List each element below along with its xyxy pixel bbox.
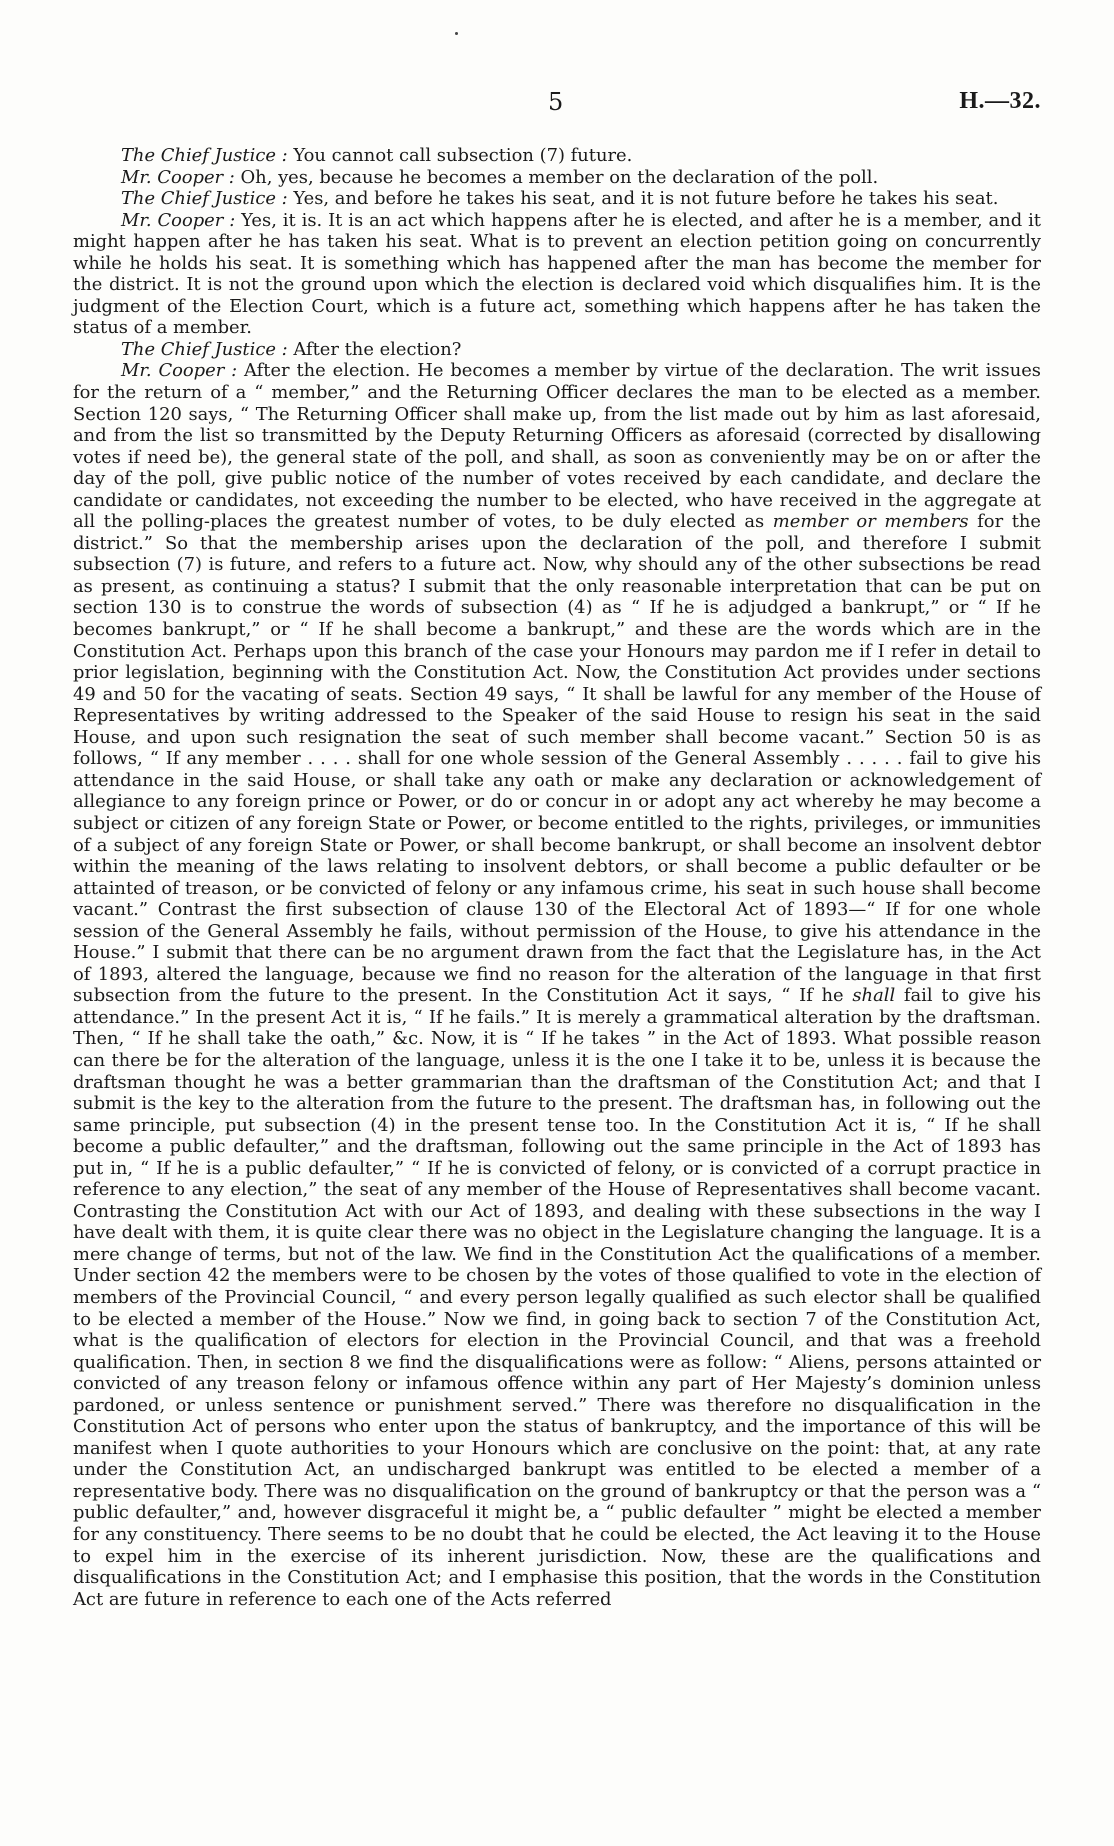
page-header xyxy=(0,88,1114,118)
paragraph-text: Yes, it is. It is an act which happens after he is elected, and after he is a member, and it might happen after he has taken his seat. What is to prevent an election petition going on concurrently while he holds his seat. It is something which has happened after the man has become the member for the district. It is not the ground upon which the election is declared void which disqualifies him. It is the judgment of the Election Court, which is a future act, something which happens after he has taken the status of a member. xyxy=(73,209,1041,339)
speaker-name: The Chief Justice : xyxy=(121,188,288,210)
italic-phrase: member or members xyxy=(772,511,969,533)
paragraph-text: fail to give his attendance.” In the present Act it is, “ If he fails.” It is merely a grammatical alteration by the draftsman. Then, “ If he shall take the oath,” &c. Now, it is “ If he takes ” in the Act of 1893. What possible reason can there be for the alteration of the language, unless it is the one I take it to be, unless it is because the draftsman thought he was a better grammarian than the draftsman of the Constitution Act; and that I submit is the key to the alteration from the future to the present. The draftsman has, in following out the same principle, put subsection (4) in the present tense too. In the Constitution Act it is, “ If he shall become a public defaulter,” and the draftsman, following out the same principle in the Act of 1893 has put in, “ If he is a public defaulter,” “ If he is convicted of felony, or is convicted of a corrupt practice in reference to any election,” the seat of any member of the House of Representatives shall become vacant. Contrasting the Constitution Act with our Act of 1893, and dealing with these subsections in the way I have dealt with them, it is quite clear there was no object in the Legislature changing the language. It is a mere change of terms, but not of the law. We find in the Constitution Act the qualifications of a member. Under section 42 the members were to be chosen by the votes of those qualified to vote in the election of members of the Provincial Council, “ and every person legally qualified as such elector shall be qualified to be elected a member of the House.” Now we find, in going back to section 7 of the Constitution Act, what is the qualification of electors for election in the Provincial Council, and that was a freehold qualification. Then, in section 8 we find the disqualifications were as follow: “ Aliens, persons attainted or convicted of any treason felony or infamous offence within any part of Her Majesty’s dominion unless pardoned, or unless sentence or punishment served.” There was therefore no disqualification in the Constitution Act of persons who enter upon the status of bankruptcy, and the importance of this will be manifest when I quote authorities to your Honours which are conclusive on the point: that, at any rate under the Constitution Act, an undischarged bankrupt was entitled to be elected a member of a representative body. There was no disqualification on the ground of bankruptcy or that the person was a “ public defaulter,” and, however disgraceful it might be, a “ public defaulter ” might be elected a member for any constituency. There seems to be no doubt that he could be elected, the Act leaving it to the House to expel him in the exercise of its inherent jurisdiction. Now, these are the qualifications and disqualifications in the Constitution Act; and I emphasise this position, that the words in the Constitution Act are future in reference to each one of the Acts referred xyxy=(73,985,1041,1610)
paragraph xyxy=(73,339,1041,361)
paragraph xyxy=(73,188,1041,210)
paragraph xyxy=(73,360,1041,1610)
print-speck xyxy=(455,32,458,35)
paragraph-text: After the election. He becomes a member by virtue of the declaration. The writ issues for the return of a “ member,” and the Returning Officer declares the man to be elected as a member. Section 120 says, “ The Returning Officer shall make up, from the list made out by him as last aforesaid, and from the list so transmitted by the Deputy Returning Officers as aforesaid (corrected by disallowing votes if need be), the general state of the poll, and shall, as soon as conveniently may be on or after the day of the poll, give public notice of the number of votes received by each candidate, and declare the candidate or candidates, not exceeding the number to be elected, who have received in the aggregate at all the polling-places the greatest number of votes, to be duly elected as xyxy=(73,360,1041,533)
document-body xyxy=(73,145,1041,1610)
paragraph-text: Yes, and before he takes his seat, and it is not future before he takes his seat. xyxy=(287,188,999,210)
speaker-name: The Chief Justice : xyxy=(121,145,288,166)
paragraph-text: for the district.” So that the membership arises upon the declaration of the poll, and therefore I submit subsection (7) is future, and refers to a future act. Now, why should any of the other subsections be read as present, as continuing a status? I submit that the only reasonable interpretation that can be put on section 130 is to construe the words of subsection (4) as “ If he is adjudged a bankrupt,” or “ If he becomes bankrupt,” or “ If he shall become a bankrupt,” and these are the words which are in the Constitution Act. Perhaps upon this branch of the case your Honours may pardon me if I refer in detail to prior legislation, beginning with the Constitution Act. Now, the Constitution Act provides under sections 49 and 50 for the vacating of seats. Section 49 says, “ It shall be lawful for any member of the House of Representatives by writing addressed to the Speaker of the said House to resign his seat in the said House, and upon such resignation the seat of such member shall become vacant.” Section 50 is as follows, “ If any member . . . . shall for one whole session of the General Assembly . . . . . fail to give his attendance in the said House, or shall take any oath or make any declaration or acknowledgement of allegiance to any foreign prince or Power, or do or concur in or adopt any act whereby he may become a subject or citizen of any foreign State or Power, or become entitled to the rights, privileges, or immunities of a subject of any foreign State or Power, or shall become bankrupt, or shall become an insolvent debtor within the meaning of the laws relating to insolvent debtors, or shall become a public defaulter or be attainted of treason, or be convicted of felony or any infamous crime, his seat in such house shall become vacant.” Contrast the first subsection of clause 130 of the Electoral Act of 1893—“ If for one whole session of the General Assembly he fails, without permission of the House, to give his attendance in the House.” I submit that there can be no argument drawn from the fact that the Legislature has, in the Act of 1893, altered the language, because we find no reason for the alteration of the language in that first subsection from the future to the present. In the Constitution Act it says, “ If he xyxy=(73,511,1041,1007)
speaker-name: Mr. Cooper : xyxy=(121,166,235,188)
italic-phrase: shall xyxy=(852,985,896,1007)
paragraph xyxy=(73,167,1041,189)
paragraph-text: Oh, yes, because he becomes a member on the declaration of the poll. xyxy=(234,166,879,188)
speaker-name: The Chief Justice : xyxy=(121,338,288,360)
paragraph xyxy=(73,145,1041,167)
document-code: H.—32. xyxy=(959,88,1041,114)
paragraph xyxy=(73,210,1041,339)
speaker-name: Mr. Cooper : xyxy=(121,209,236,231)
page-number: 5 xyxy=(548,88,564,116)
paragraph-text: You cannot call subsection (7) future. xyxy=(287,145,633,166)
speaker-name: Mr. Cooper : xyxy=(121,360,238,382)
paragraph-text: After the election? xyxy=(287,338,462,360)
